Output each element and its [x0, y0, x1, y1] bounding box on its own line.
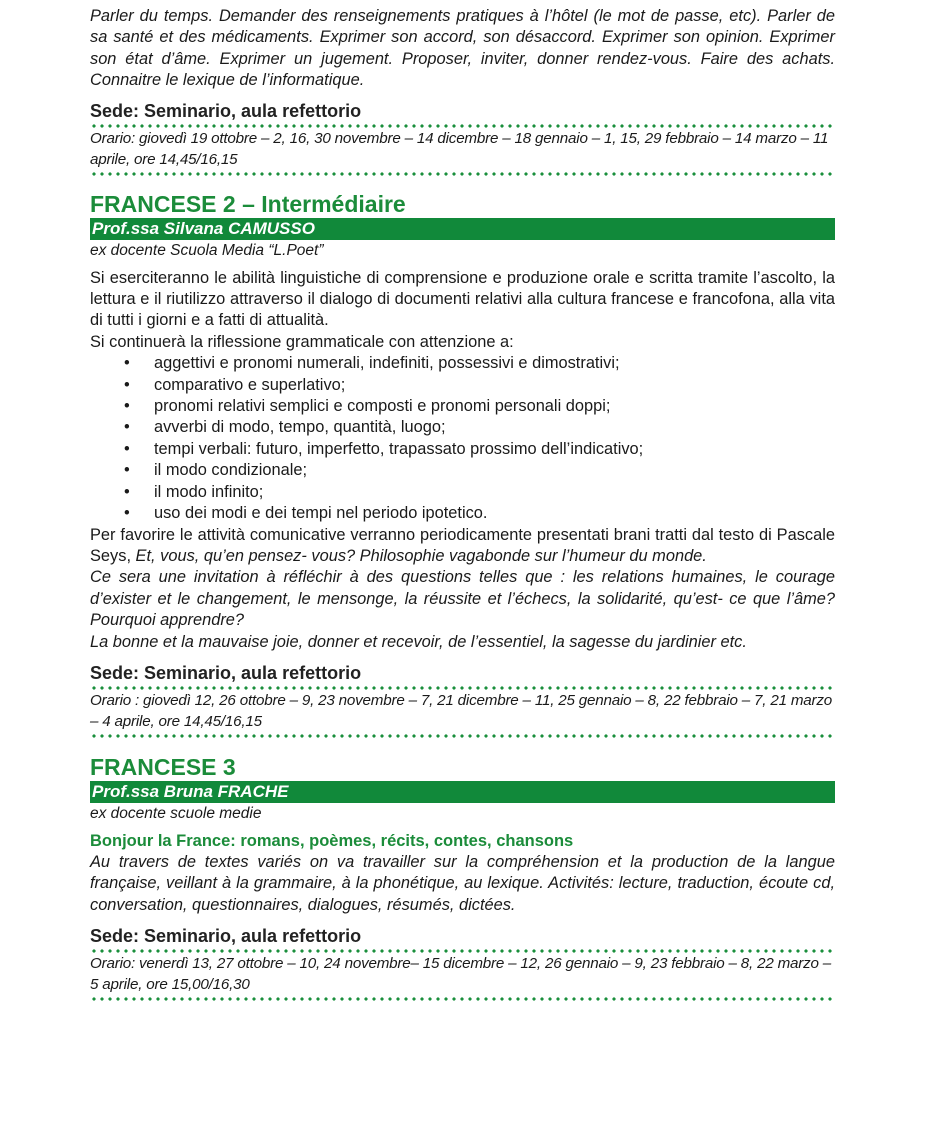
- bullet-icon: •: [124, 504, 130, 523]
- bullet-icon: •: [124, 354, 130, 373]
- bullet-icon: •: [124, 375, 130, 394]
- bullet-icon: •: [124, 439, 130, 458]
- schedule-text: Orario : giovedì 12, 26 ottobre – 9, 23 novembre – 7, 21 dicembre – 11, 25 gennaio – 8, 22 febbraio – 7, 21 marzo – 4 aprile, ore 14,45/16,15: [90, 691, 833, 730]
- schedule-text: Orario: venerdì 13, 27 ottobre – 10, 24 novembre– 15 dicembre – 12, 26 gennaio – 9, 23 febbraio – 8, 22 marzo – 5 aprile, ore 15,00/16,30: [90, 955, 832, 994]
- intro-paragraph: Parler du temps. Demander des renseignements pratiques à l’hôtel (le mot de passe, etc). Parler de sa santé et des médicaments. Exprimer son accord, son désaccord. Exprimer son opinion. Exprimer son état d’âme. Exprimer un jugement. Proposer, inviter, donner rendez-vous. Faire des achats. Connaitre le lexique de l’informatique.: [90, 7, 835, 90]
- course-description: Au travers de textes variés on va travailler sur la compréhension et la production de la langue française, veillant à la grammaire, à la phonétique, au lexique. Activités: lecture, traduction, écoute cd, conversation, questionnaires, dialogues, résumés, dictées.: [90, 852, 835, 914]
- teacher-bar: Prof.ssa Silvana CAMUSSO: [90, 218, 835, 240]
- bullet-icon: •: [124, 461, 130, 480]
- sede-label: Sede: Seminario, aula refettorio: [90, 662, 362, 683]
- dotted-divider: [90, 734, 835, 738]
- course-title: FRANCESE 2 – Intermédiaire: [90, 190, 406, 217]
- reading-intro: Per favorire le attività comunicative verranno periodicamente presentati brani tratti dal testo di Pascale Seys,: [90, 525, 835, 565]
- sede-label: Sede: Seminario, aula refettorio: [90, 100, 362, 121]
- invitation-paragraph: Ce sera une invitation à réfléchir à des questions telles que : les relations humaines, le courage d’exister et le changement, le mensonge, la réussite et l’échecs, la solidarité, qu’est- ce que l’âme? Pourquoi apprendre?: [90, 568, 835, 630]
- list-item: • il modo condizionale;: [90, 460, 835, 481]
- list-item: • comparativo e superlativo;: [90, 375, 835, 396]
- grammar-intro: Si continuerà la riflessione grammaticale con attenzione a:: [90, 332, 514, 351]
- list-item: • pronomi relativi semplici e composti e pronomi personali doppi;: [90, 396, 835, 417]
- course-description: Si eserciteranno le abilità linguistiche di comprensione e produzione orale e scritta tramite l’ascolto, la lettura e il riutilizzo attraverso il dialogo di documenti relativi alla cultura francese e francofona, alla vita di tutti i giorni e a fatti di attualità.: [90, 268, 835, 330]
- dotted-divider: [90, 172, 835, 176]
- list-item: • avverbi di modo, tempo, quantità, luogo;: [90, 417, 835, 438]
- schedule-text: Orario: giovedì 19 ottobre – 2, 16, 30 novembre – 14 dicembre – 18 gennaio – 1, 15, 29 febbraio – 14 marzo – 11 aprile, ore 14,45/16,15: [90, 129, 829, 168]
- bullet-icon: •: [124, 397, 130, 416]
- book-title: Et, vous, qu’en pensez- vous? Philosophie vagabonde sur l’humeur du monde.: [135, 546, 707, 565]
- list-item: • tempi verbali: futuro, imperfetto, trapassato prossimo dell’indicativo;: [90, 439, 835, 460]
- teacher-subtitle: ex docente Scuola Media “L.Poet”: [90, 241, 324, 259]
- reading-paragraph: [90, 525, 835, 568]
- teacher-bar: Prof.ssa Bruna FRACHE: [90, 781, 835, 803]
- list-item: • aggettivi e pronomi numerali, indefiniti, possessivi e dimostrativi;: [90, 353, 835, 374]
- grammar-list: [90, 353, 835, 524]
- bullet-icon: •: [124, 482, 130, 501]
- dotted-divider: [90, 997, 835, 1001]
- course-subtitle: Bonjour la France: romans, poèmes, récits, contes, chansons: [90, 831, 574, 850]
- list-item: • uso dei modi e dei tempi nel periodo ipotetico.: [90, 503, 835, 524]
- course-title: FRANCESE 3: [90, 753, 236, 780]
- list-item: • il modo infinito;: [90, 482, 835, 503]
- bullet-icon: •: [124, 418, 130, 437]
- sede-label: Sede: Seminario, aula refettorio: [90, 926, 362, 947]
- page: [90, 0, 835, 1001]
- themes-paragraph: La bonne et la mauvaise joie, donner et recevoir, de l’essentiel, la sagesse du jardinier etc.: [90, 632, 747, 651]
- teacher-subtitle: ex docente scuole medie: [90, 804, 262, 822]
